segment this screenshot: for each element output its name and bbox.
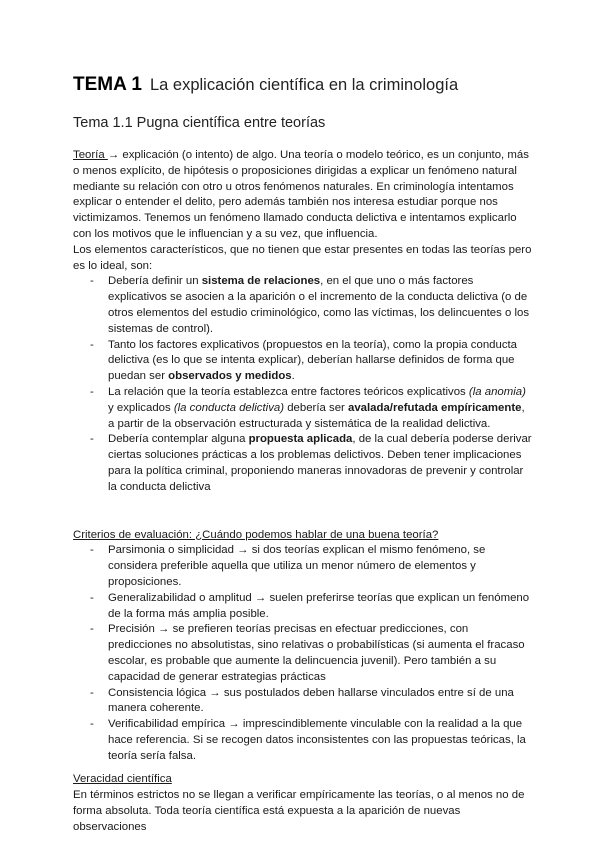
elements-intro: Los elementos característicos, que no tienen que estar presentes en todas las teorías pero es lo ideal, son: [73,243,532,272]
spacer [73,496,533,528]
list-item: - Tanto los factores explicativos (propuestos en la teoría), como la propia conducta delictiva (es lo que se intenta explicar), deberían hallarse definidos de forma que puedan ser observados y medidos. [108,338,533,385]
list-item: - Debería contemplar alguna propuesta aplicada, de la cual debería poderse derivar ciertas soluciones prácticas a los problemas delictivos. Deben tener implicaciones para la política criminal, proponiendo maneras innovadoras de prevenir y controlar la conducta delictiva [108,432,533,495]
veracity-text: En términos estrictos no se llegan a verificar empíricamente las teorías, o al menos no de forma absoluta. Toda teoría científica está expuesta a la aparición de nuevas observaciones [73,789,525,833]
list-item: - La relación que la teoría establezca entre factores teóricos explicativos (la anomia) y explicados (la conducta delictiva) debería ser avalada/refutada empíricamente, a partir de la observación estructurada y sistemática de la realidad delictiva. [108,385,533,432]
elements-list [73,274,533,495]
list-item: - Precisión → se prefieren teorías precisas en efectuar predicciones, con predicciones no absolutistas, sino relativas o probabilísticas (si aumenta el fracaso escolar, es probable que aumente la delincuencia juvenil). Pero también a su capacidad de generar estrategias prácticas [108,622,533,685]
criteria-heading: Criterios de evaluación: ¿Cuándo podemos hablar de una buena teoría? [73,528,439,541]
theory-label: Teoría [73,149,108,161]
chapter-title [73,74,458,96]
document-body [73,148,533,836]
section-title: Tema 1.1 Pugna científica entre teorías [73,115,326,131]
list-item: - Debería definir un sistema de relaciones, en el que uno o más factores explicativos se asocien a la aparición o el incremento de la conducta delictiva (o de otros elementos del estudio criminológico, como las víctimas, los delincuentes o los sistemas de control). [108,274,533,337]
list-item: - Verificabilidad empírica → imprescindiblemente vinculable con la realidad a la que hace referencia. Si se recogen datos inconsistentes con las propuestas teóricas, la teoría sería falsa. [108,717,533,764]
list-item: - Parsimonia o simplicidad → si dos teorías explican el mismo fenómeno, se considera preferible aquella que utiliza un menor número de elementos y proposiciones. [108,543,533,590]
chapter-number: TEMA 1 [73,74,142,95]
criteria-list [73,543,533,764]
veracity-heading: Veracidad científica [73,773,172,786]
list-item: - Generalizabilidad o amplitud → suelen preferirse teorías que explican un fenómeno de la forma más amplia posible. [108,591,533,623]
list-item: - Consistencia lógica → sus postulados deben hallarse vinculados entre sí de una manera coherente. [108,686,533,718]
spacer [73,764,533,772]
theory-definition-paragraph [73,148,533,243]
chapter-title-text: La explicación científica en la criminología [149,76,459,94]
theory-definition: → explicación (o intento) de algo. Una teoría o modelo teórico, es un conjunto, más o menos explícito, de hipótesis o proposiciones dirigidas a explicar un fenómeno natural mediante su relación con otro u otros fenómenos naturales. En criminología intentamos explicar o entender el delito, pero además también nos interesa estudiar porque nos victimizamos. Tenemos un fenómeno llamado conducta delictiva e intentamos explicarlo con los motivos que le influencian y a su vez, que influencia. [73,149,529,240]
